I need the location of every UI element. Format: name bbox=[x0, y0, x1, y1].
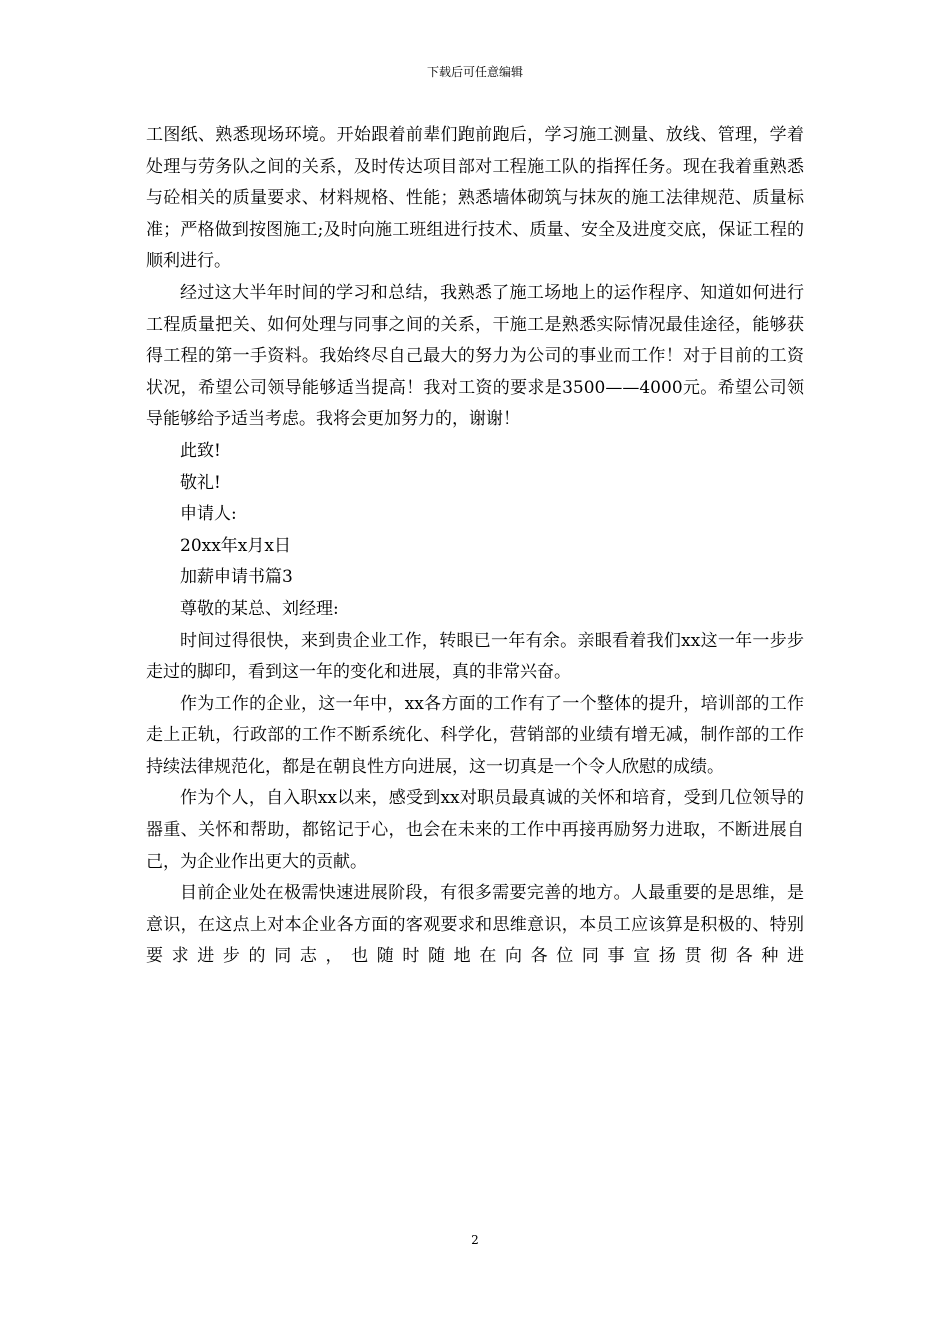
paragraph: 经过这大半年时间的学习和总结，我熟悉了施工场地上的运作程序、知道如何进行工程质量把关、如何处理与同事之间的关系，干施工是熟悉实际情况最佳途径，能够获得工程的第一手资料。我始终尽自己最大的努力为公司的事业而工作！对于目前的工资状况，希望公司领导能够适当提高！我对工资的要求是3500——4000元。希望公司领导能够给予适当考虑。我将会更加努力的，谢谢！ bbox=[146, 282, 804, 430]
paragraph: 尊敬的某总、刘经理: bbox=[180, 598, 339, 619]
page-number: 2 bbox=[471, 1233, 479, 1247]
paragraph: 时间过得很快，来到贵企业工作，转眼已一年有余。亲眼看着我们xx这一年一步步走过的脚印，看到这一年的变化和进展，真的非常兴奋。 bbox=[146, 630, 804, 683]
document-body bbox=[146, 120, 804, 973]
paragraph: 作为个人，自入职xx以来，感受到xx对职员最真诚的关怀和培育，受到几位领导的器重、关怀和帮助，都铭记于心，也会在未来的工作中再接再励努力进取，不断进展自己，为企业作出更大的贡献。 bbox=[146, 788, 804, 872]
paragraph: 申请人: bbox=[180, 504, 237, 525]
paragraph: 此致! bbox=[180, 440, 221, 461]
paragraph: 20xx年x月x日 bbox=[180, 535, 291, 556]
page-footer bbox=[0, 1232, 950, 1248]
header-text: 下载后可任意编辑 bbox=[426, 65, 523, 79]
paragraph: 工图纸、熟悉现场环境。开始跟着前辈们跑前跑后，学习施工测量、放线、管理，学着处理与劳务队之间的关系，及时传达项目部对工程施工队的指挥任务。现在我着重熟悉与砼相关的质量要求、材料规格、性能；熟悉墙体砌筑与抹灰的施工法律规范、质量标准；严格做到按图施工;及时向施工班组进行技术、质量、安全及进度交底，保证工程的顺利进行。 bbox=[146, 125, 804, 272]
page-header bbox=[0, 64, 950, 80]
paragraph: 目前企业处在极需快速进展阶段，有很多需要完善的地方。人最重要的是思维，是意识，在这点上对本企业各方面的客观要求和思维意识，本员工应该算是积极的、特别要求进步的同志，也随时随地在向各位同事宣扬贯彻各种进 bbox=[146, 883, 804, 967]
paragraph: 加薪申请书篇3 bbox=[180, 567, 293, 588]
paragraph: 作为工作的企业，这一年中，xx各方面的工作有了一个整体的提升，培训部的工作走上正轨，行政部的工作不断系统化、科学化，营销部的业绩有增无减，制作部的工作持续法律规范化，都是在朝良性方向进展，这一切真是一个令人欣慰的成绩。 bbox=[146, 693, 804, 777]
paragraph: 敬礼! bbox=[180, 472, 221, 493]
